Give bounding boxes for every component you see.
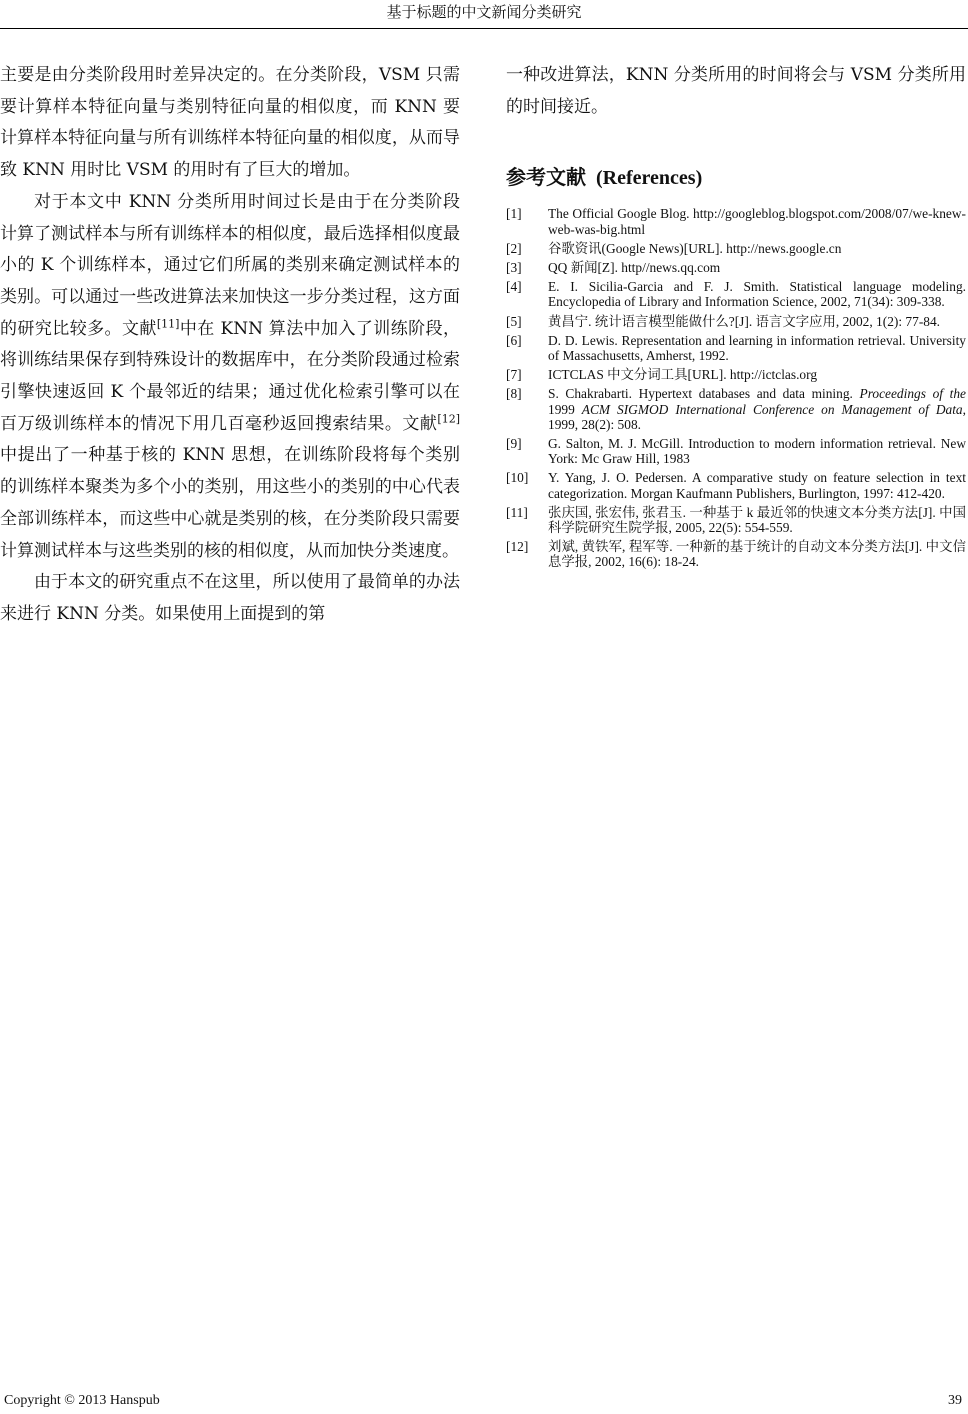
reference-item — [506, 206, 966, 236]
reference-number: [9] — [506, 436, 522, 452]
reference-italic-part: ACM SIGMOD International Conference on Management of Data — [581, 401, 963, 417]
reference-item — [506, 436, 966, 466]
paragraph-2 — [0, 187, 460, 567]
footer-copyright: Copyright © 2013 Hanspub — [4, 1393, 160, 1408]
reference-item — [506, 241, 966, 256]
reference-number: [5] — [506, 313, 522, 329]
reference-number: [11] — [506, 504, 528, 520]
reference-item — [506, 505, 966, 535]
reference-item — [506, 367, 966, 382]
reference-item — [506, 539, 966, 569]
reference-text: E. I. Sicilia-Garcia and F. J. Smith. Statistical language modeling. Encyclopedia of Library and Information Science, 2002, 71(34): 309-338. — [548, 279, 966, 310]
reference-item — [506, 260, 966, 275]
citation-12: [12] — [437, 412, 460, 426]
reference-number: [3] — [506, 260, 522, 276]
running-header: 基于标题的中文新闻分类研究 — [386, 3, 582, 21]
reference-number: [10] — [506, 470, 529, 486]
reference-item — [506, 470, 966, 500]
reference-number: [1] — [506, 206, 522, 222]
reference-text: QQ 新闻[Z]. http//news.qq.com — [548, 260, 721, 276]
reference-item — [506, 279, 966, 309]
reference-item — [506, 386, 966, 432]
reference-item — [506, 314, 966, 329]
reference-number: [2] — [506, 240, 522, 256]
reference-number: [8] — [506, 386, 522, 402]
reference-text: G. Salton, M. J. McGill. Introduction to modern information retrieval. New York: Mc Graw Hill, 1983 — [548, 436, 966, 467]
reference-italic-part: Proceedings of the — [859, 386, 966, 402]
reference-text: D. D. Lewis. Representation and learning in information retrieval. University of Massachusetts, Amherst, 1992. — [548, 332, 966, 364]
reference-number: [7] — [506, 367, 522, 383]
reference-text: 黄昌宁. 统计语言模型能做什么?[J]. 语言文字应用, 2002, 1(2): 77-84. — [548, 313, 941, 329]
paragraph-3: 由于本文的研究重点不在这里，所以使用了最简单的办法来进行 KNN 分类。如果使用上面提到的第 — [0, 572, 460, 624]
continuation-paragraph: 一种改进算法，KNN 分类所用的时间将会与 VSM 分类所用的时间接近。 — [506, 65, 966, 117]
header-rule — [0, 28, 968, 29]
reference-text: Y. Yang, J. O. Pedersen. A comparative study on feature selection in text categorization. Morgan Kaufmann Publishers, Burlington, 1997: 412-420. — [548, 470, 966, 501]
page-number: 39 — [948, 1393, 962, 1408]
references-heading — [506, 163, 966, 192]
reference-number: [6] — [506, 332, 522, 348]
reference-text — [548, 386, 966, 432]
reference-text-part: 1999 — [548, 401, 582, 417]
paragraph-1: 主要是由分类阶段用时差异决定的。在分类阶段，VSM 只需要计算样本特征向量与类别特征向量的相似度，而 KNN 要计算样本特征向量与所有训练样本特征向量的相似度，从而导致 KNN 用时比 VSM 的用时有了巨大的增加。 — [0, 65, 460, 181]
reference-text: 刘斌, 黄铁军, 程军等. 一种新的基于统计的自动文本分类方法[J]. 中文信息学报, 2002, 16(6): 18-24. — [548, 539, 966, 570]
references-heading-en: (References) — [596, 167, 703, 190]
left-column — [0, 60, 460, 631]
reference-list — [506, 206, 966, 569]
reference-text: The Official Google Blog. http://googleblog.blogspot.com/2008/07/we-knew-web-was-big.html — [548, 206, 966, 237]
reference-text: ICTCLAS 中文分词工具[URL]. http://ictclas.org — [548, 367, 818, 383]
reference-item — [506, 333, 966, 363]
paragraph-2-part-a: 对于本文中 KNN 分类所用时间过长是由于在分类阶段计算了测试样本与所有训练样本的相似度，最后选择相似度最小的 K 个训练样本，通过它们所属的类别来确定测试样本的类别。可以通过一些改进算法来加快这一步分类过程，这方面的研究比较多。文献 — [0, 191, 460, 339]
reference-number: [4] — [506, 279, 522, 295]
paragraph-2-part-c: 中提出了一种基于核的 KNN 思想，在训练阶段将每个类别的训练样本聚类为多个小的类别，用这些小的类别的中心代表全部训练样本，而这些中心就是类别的核，在分类阶段只需要计算测试样本与这些类别的核的相似度，从而加快分类速度。 — [0, 445, 460, 561]
reference-text: 张庆国, 张宏伟, 张君玉. 一种基于 k 最近邻的快速文本分类方法[J]. 中国科学院研究生院学报, 2005, 22(5): 554-559. — [548, 504, 966, 536]
reference-text: 谷歌资讯(Google News)[URL]. http://news.google.cn — [548, 240, 842, 256]
reference-text-part: , 1999, 28(2): 508. — [548, 401, 966, 432]
reference-text-part: S. Chakrabarti. Hypertext databases and data mining. — [548, 386, 860, 402]
references-heading-cn: 参考文献 — [506, 165, 586, 190]
citation-11: [11] — [156, 316, 180, 330]
reference-number: [12] — [506, 539, 529, 555]
right-column — [506, 60, 966, 574]
paragraph-2-part-b: 中在 KNN 算法中加入了训练阶段，将训练结果保存到特殊设计的数据库中，在分类阶段通过检索引擎快速返回 K 个最邻近的结果；通过优化检索引擎可以在百万级训练样本的情况下用几百毫秒返回搜索结果。文献 — [0, 318, 461, 434]
